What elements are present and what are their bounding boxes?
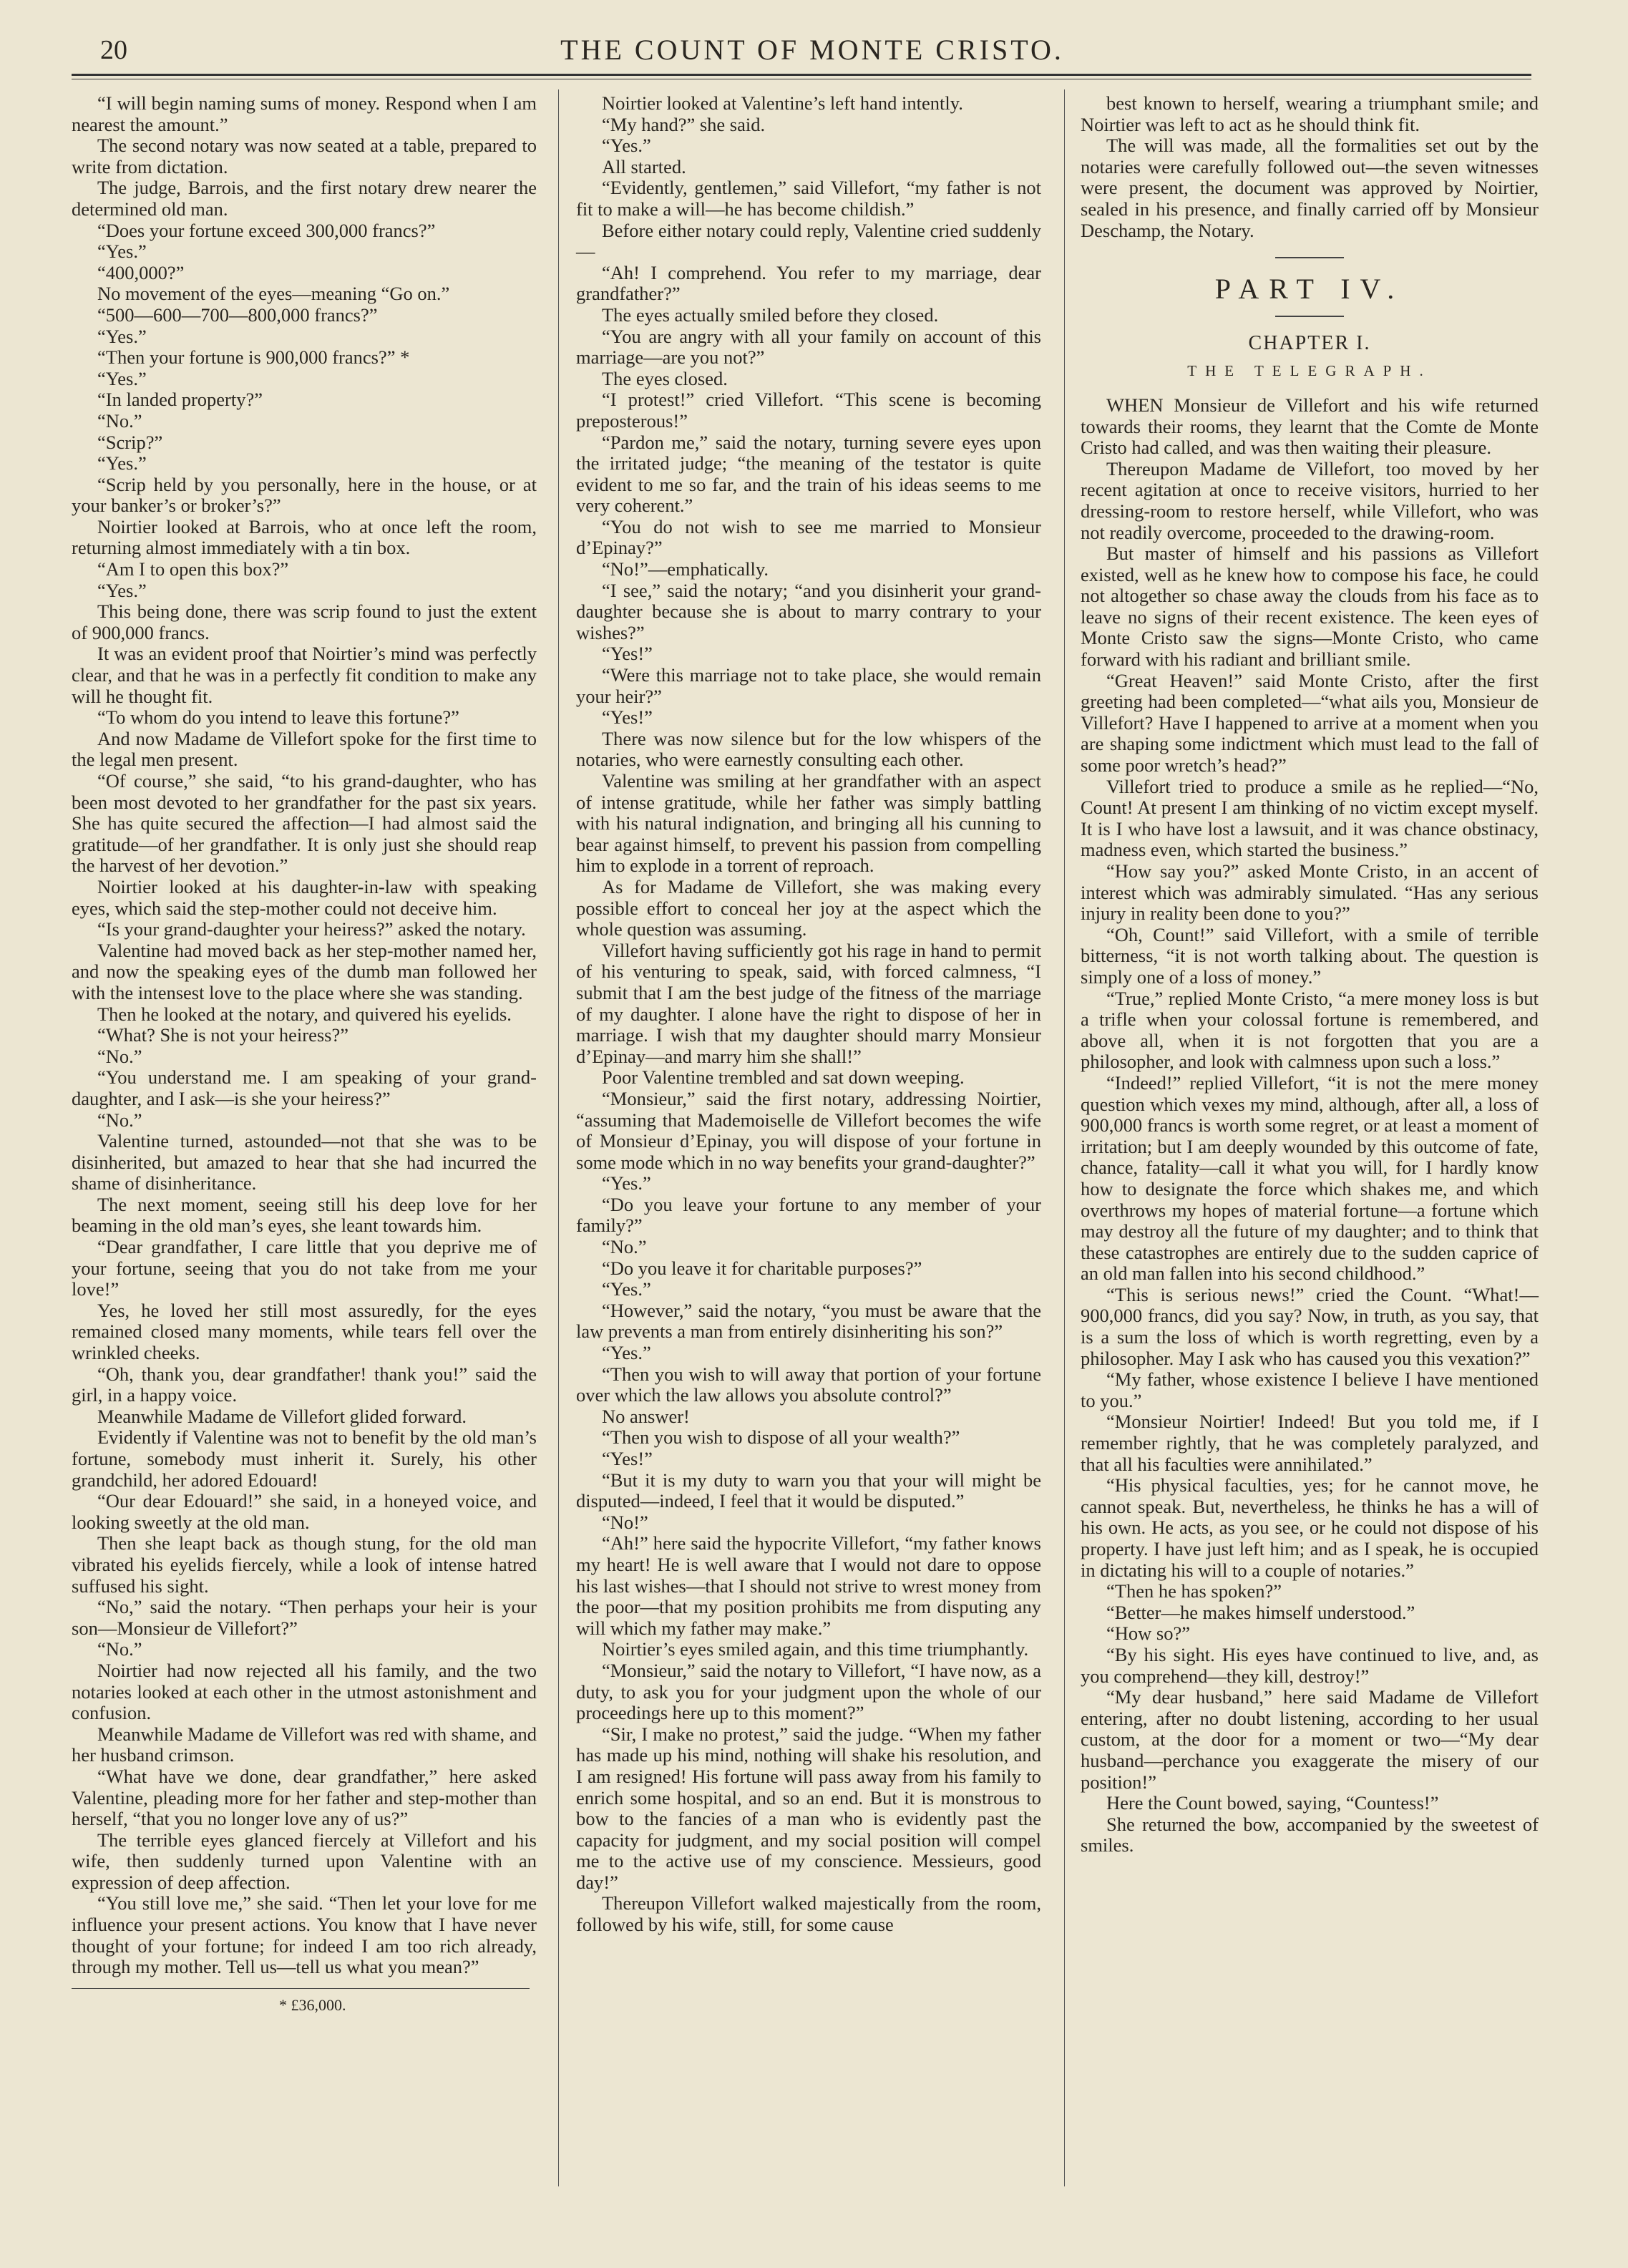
paragraph: “How so?” bbox=[1106, 1622, 1190, 1645]
text-column-2 bbox=[576, 93, 1041, 1936]
paragraph: “Our dear Edouard!” she said, in a honeyed voice, and looking sweetly at the old man. bbox=[72, 1490, 537, 1533]
paragraph: “No,” said the notary. “Then perhaps your heir is your son—Monsieur de Villefort?” bbox=[72, 1596, 537, 1639]
paragraph: Then he looked at the notary, and quivered his eyelids. bbox=[97, 1003, 512, 1025]
paragraph: “Does your fortune exceed 300,000 francs?” bbox=[97, 219, 436, 241]
paragraph: “How say you?” asked Monte Cristo, in an accent of interest which was admirably simulated. “Has any serious injury in reality been done to you?” bbox=[1081, 860, 1539, 925]
paragraph: All started. bbox=[602, 155, 686, 177]
paragraph: “Dear grandfather, I care little that you deprive me of your fortune, seeing that you do not take from me your love!” bbox=[72, 1236, 537, 1300]
paragraph: “Pardon me,” said the notary, turning severe eyes upon the irritated judge; “the meaning of the testator is quite evident to me so far, and the train of his ideas seems to me very coherent.” bbox=[576, 431, 1041, 517]
paragraph: “Were this marriage not to take place, she would remain your heir?” bbox=[576, 664, 1041, 707]
text-column-3 bbox=[1081, 93, 1539, 1856]
paragraph: “Better—he makes himself understood.” bbox=[1106, 1601, 1415, 1623]
paragraph: Valentine had moved back as her step-mother named her, and now the speaking eyes of the dumb man followed her with the intensest love to the place where she was standing. bbox=[72, 939, 537, 1003]
paragraph: “You understand me. I am speaking of your grand-daughter, and I ask—is she your heiress?” bbox=[72, 1066, 537, 1109]
paragraph: “However,” said the notary, “you must be aware that the law prevents a man from entirely disinheriting his son?” bbox=[576, 1299, 1041, 1343]
paragraph: “Yes.” bbox=[97, 579, 147, 601]
chapter-text bbox=[1081, 395, 1539, 1856]
paragraph: “Sir, I make no protest,” said the judge. “When my father has made up his mind, nothing will shake his resolution, and I am resigned! His fortune will pass away from his family to enrich some hospital, and so an end. But it is monstrous to bow to the fancies of a man who is evidently past the capacity for judgment, and my social position will compel me to the active use of my conscience. Messieurs, good day!” bbox=[576, 1723, 1041, 1893]
paragraph: Before either notary could reply, Valentine cried suddenly— bbox=[576, 219, 1041, 263]
paragraph: “Then you wish to will away that portion of your fortune over which the law allows you absolute control?” bbox=[576, 1363, 1041, 1406]
paragraph: The second notary was now seated at a table, prepared to write from dictation. bbox=[72, 135, 537, 177]
paragraph: Villefort having sufficiently got his rage in hand to permit of his venturing to speak, said, with forced calmness, “I submit that I am the best judge of the fitness of the marriage of my daughter. I alone have the right to dispose of her in marriage. I wish that my daughter should marry Monsieur d’Epinay—and marry him she shall!” bbox=[576, 939, 1041, 1067]
paragraph: “Monsieur,” said the first notary, addressing Noirtier, “assuming that Mademoiselle de Villefort becomes the wife of Monsieur d’Epinay, you will dispose of your fortune in some mode which in no way benefits your grand-daughter?” bbox=[576, 1087, 1041, 1173]
paragraph: “No.” bbox=[97, 1109, 142, 1131]
paragraph: The terrible eyes glanced fiercely at Villefort and his wife, then suddenly turned upon Valentine with an expression of deep affection. bbox=[72, 1829, 537, 1893]
paragraph: “No.” bbox=[97, 1638, 142, 1660]
paragraph: This being done, there was scrip found to just the extent of 900,000 francs. bbox=[72, 600, 537, 643]
paragraph: “Yes.” bbox=[602, 1172, 651, 1194]
paragraph: Thereupon Madame de Villefort, too moved by her recent agitation at once to receive visitors, hurried to her dressing-room to restore herself, while Villefort, who was not readily overcome, proceeded to the drawing-room. bbox=[1081, 457, 1539, 543]
paragraph: As for Madame de Villefort, she was making every possible effort to conceal her joy at the aspect which the whole question was assuming. bbox=[576, 875, 1041, 940]
paragraph: “No!” bbox=[602, 1511, 648, 1533]
paragraph: “400,000?” bbox=[97, 261, 185, 283]
paragraph: “Evidently, gentlemen,” said Villefort, “my father is not fit to make a will—he has become childish.” bbox=[576, 177, 1041, 220]
paragraph: “Of course,” she said, “to his grand-daughter, who has been most devoted to her grandfather for the past six years. She has quite secured the affection—I had almost said the gratitude—of her grandfather. It is only just she should reap the harvest of her devotion.” bbox=[72, 770, 537, 877]
paragraph: No movement of the eyes—meaning “Go on.” bbox=[97, 283, 450, 305]
paragraph: No answer! bbox=[602, 1405, 690, 1427]
paragraph: Valentine was smiling at her grandfather with an aspect of intense gratitude, while her father was simply battling with his natural indignation, and bringing all his cunning to bear against himself, to prevent his passion from compelling him to explode in a torrent of reproach. bbox=[576, 770, 1041, 877]
paragraph: Noirtier’s eyes smiled again, and this time triumphantly. bbox=[602, 1638, 1029, 1660]
paragraph: Valentine turned, astounded—not that she was to be disinherited, but amazed to hear that she had incurred the shame of disinheritance. bbox=[72, 1130, 537, 1194]
paragraph: “Yes!” bbox=[602, 643, 653, 665]
paragraph: “You still love me,” she said. “Then let your love for me influence your present actions. You know that I have never thought of your fortune; for indeed I am too rich already, through my mother. Tell us—tell us what you mean?” bbox=[72, 1892, 537, 1978]
paragraph: “No.” bbox=[97, 1045, 142, 1067]
paragraph: “Yes.” bbox=[97, 240, 147, 263]
paragraph: “This is serious news!” cried the Count. “What!—900,000 francs, did you say? Now, in truth, as you say, that is a sum the loss of which is worth regretting, even by a philosopher. May I ask who has caused you this vexation?” bbox=[1081, 1283, 1539, 1369]
paragraph: “Then you wish to dispose of all your wealth?” bbox=[602, 1426, 960, 1449]
paragraph: “Yes.” bbox=[97, 452, 147, 474]
paragraph: “Yes.” bbox=[602, 1342, 651, 1364]
paragraph: “Yes.” bbox=[602, 135, 651, 157]
paragraph: It was an evident proof that Noirtier’s mind was perfectly clear, and that he was in a perfectly fit condition to make any will he thought fit. bbox=[72, 643, 537, 707]
paragraph: “By his sight. His eyes have continued to live, and, as you comprehend—they kill, destroy!” bbox=[1081, 1643, 1539, 1687]
paragraph: “My hand?” she said. bbox=[602, 113, 766, 135]
paragraph: Villefort tried to produce a smile as he replied—“No, Count! At present I am thinking of no victim except myself. It is I who have lost a lawsuit, and it was chance obstinacy, madness even, which started the business.” bbox=[1081, 775, 1539, 861]
paragraph: “Do you leave it for charitable purposes?” bbox=[602, 1257, 922, 1279]
paragraph: And now Madame de Villefort spoke for the first time to the legal men present. bbox=[72, 727, 537, 771]
chapter-title: THE TELEGRAPH. bbox=[1187, 362, 1432, 380]
paragraph: “To whom do you intend to leave this fortune?” bbox=[97, 706, 459, 729]
paragraph: There was now silence but for the low whispers of the notaries, who were earnestly consulting each other. bbox=[576, 727, 1041, 771]
paragraph: “No!”—emphatically. bbox=[602, 558, 769, 580]
paragraph: “Yes.” bbox=[97, 325, 147, 347]
paragraph: “I protest!” cried Villefort. “This scene is becoming preposterous!” bbox=[576, 389, 1041, 432]
column-divider bbox=[1064, 89, 1065, 2186]
paragraph: Noirtier had now rejected all his family, and the two notaries looked at each other in the utmost astonishment and confusion. bbox=[72, 1659, 537, 1724]
paragraph: Poor Valentine trembled and sat down weeping. bbox=[602, 1066, 965, 1089]
paragraph: “Yes!” bbox=[602, 706, 653, 729]
column-divider bbox=[558, 89, 559, 2186]
paragraph: “Oh, thank you, dear grandfather! thank you!” said the girl, in a happy voice. bbox=[72, 1363, 537, 1406]
paragraph: She returned the bow, accompanied by the sweetest of smiles. bbox=[1081, 1813, 1539, 1856]
paragraph: “True,” replied Monte Cristo, “a mere money loss is but a trifle when your colossal fortune is remembered, and above all, when it is not forgotten that you are a philosopher, and look with calmness upon such a loss.” bbox=[1081, 987, 1539, 1073]
paragraph: Meanwhile Madame de Villefort was red with shame, and her husband crimson. bbox=[72, 1723, 537, 1766]
page-header bbox=[93, 29, 1531, 72]
paragraph: “Indeed!” replied Villefort, “it is not the mere money question which vexes my mind, although, after all, a loss of 900,000 francs is worth some regret, or at least a moment of irritation; but I am deeply wounded by this outcome of fate, chance, fatality—call it what you will, for I hardly know how to designate the force which shakes me, and which overthrows my hopes of material fortune—a fortune which may destroy all the future of my daughter; and to think that these catastrophes are entirely due to the sudden caprice of an old man fallen into his second childhood.” bbox=[1081, 1071, 1539, 1285]
paragraph: “Great Heaven!” said Monte Cristo, after the first greeting had been completed—“what ails you, Monsieur de Villefort? Have I happened to arrive at a moment when you are shaping some indictment which must lead to the fall of some poor wretch’s head?” bbox=[1081, 669, 1539, 777]
paragraph: WHEN Monsieur de Villefort and his wife returned towards their rooms, they learnt that the Comte de Monte Cristo had called, and was then waiting their pleasure. bbox=[1081, 394, 1539, 459]
paragraph: Yes, he loved her still most assuredly, for the eyes remained closed many moments, while tears fell over the wrinkled cheeks. bbox=[72, 1299, 537, 1364]
paragraph: “No.” bbox=[97, 409, 142, 432]
paragraph: “His physical faculties, yes; for he cannot move, he cannot speak. But, nevertheless, he thinks he has a will of his own. He acts, as you see, or he could not dispose of his property. I have just left him; and as I speak, he is occupied in dictating his will to a couple of notaries.” bbox=[1081, 1474, 1539, 1581]
paragraph: “Scrip held by you personally, here in the house, or at your banker’s or broker’s?” bbox=[72, 473, 537, 517]
text-column-1 bbox=[72, 93, 537, 2015]
paragraph: Evidently if Valentine was not to benefit by the old man’s fortune, somebody must inherit it. Surely, his other grandchild, her adored Edouard! bbox=[72, 1426, 537, 1491]
paragraph: “But it is my duty to warn you that your will might be disputed—indeed, I feel that it would be disputed.” bbox=[576, 1469, 1041, 1512]
paragraph: “Do you leave your fortune to any member of your family?” bbox=[576, 1193, 1041, 1237]
paragraph: “Ah!” here said the hypocrite Villefort, “my father knows my heart! He is well aware that I would not dare to oppose his last wishes—that I should not strive to wrest money from the poor—that my position prohibits me from disputing any will which my father may make.” bbox=[576, 1532, 1041, 1639]
paragraph: Noirtier looked at Barrois, who at once left the room, returning almost immediately with a tin box. bbox=[72, 515, 537, 559]
paragraph: “Is your grand-daughter your heiress?” asked the notary. bbox=[97, 918, 526, 940]
paragraph: “Yes.” bbox=[97, 367, 147, 389]
paragraph: The judge, Barrois, and the first notary drew nearer the determined old man. bbox=[72, 177, 537, 220]
paragraph: “You are angry with all your family on account of this marriage—are you not?” bbox=[576, 325, 1041, 369]
footnote: * £36,000. bbox=[279, 1995, 346, 2014]
paragraph: “In landed property?” bbox=[97, 389, 263, 411]
paragraph: “Monsieur,” said the notary to Villefort, “I have now, as a duty, to ask you for your judgment upon the whole of our proceedings here up to this moment?” bbox=[576, 1659, 1041, 1724]
paragraph: Then she leapt back as though stung, for the old man vibrated his eyelids fiercely, while a look of intense hatred suffused his sight. bbox=[72, 1532, 537, 1597]
column-3-continuation bbox=[1081, 93, 1539, 241]
paragraph: “What have we done, dear grandfather,” here asked Valentine, pleading more for her father and step-mother than herself, “that you no longer love any of us?” bbox=[72, 1765, 537, 1830]
paragraph: “Yes!” bbox=[602, 1448, 653, 1469]
paragraph: “Then he has spoken?” bbox=[1106, 1580, 1282, 1602]
paragraph: “My father, whose existence I believe I have mentioned to you.” bbox=[1081, 1368, 1539, 1411]
paragraph: “Scrip?” bbox=[97, 431, 163, 453]
paragraph: Meanwhile Madame de Villefort glided forward. bbox=[97, 1405, 467, 1427]
footnote-rule bbox=[72, 1988, 530, 1989]
header-rule bbox=[72, 74, 1531, 76]
chapter-heading: CHAPTER I. bbox=[1248, 331, 1371, 354]
paragraph: “500—600—700—800,000 francs?” bbox=[97, 303, 378, 326]
paragraph: “Ah! I comprehend. You refer to my marriage, dear grandfather?” bbox=[576, 261, 1041, 305]
paragraph: “You do not wish to see me married to Monsieur d’Epinay?” bbox=[576, 515, 1041, 559]
paragraph: “Oh, Count!” said Villefort, with a smile of terrible bitterness, “it is not worth talking about. The question is simply one of a loss of money.” bbox=[1081, 923, 1539, 988]
paragraph: best known to herself, wearing a triumphant smile; and Noirtier was left to act as he should think fit. bbox=[1081, 92, 1539, 135]
paragraph: “What? She is not your heiress?” bbox=[97, 1024, 349, 1046]
paragraph: The eyes actually smiled before they closed. bbox=[602, 303, 939, 326]
paragraph: Noirtier looked at his daughter-in-law with speaking eyes, which said the step-mother could not deceive him. bbox=[72, 875, 537, 919]
paragraph: “Am I to open this box?” bbox=[97, 558, 289, 580]
page-number: 20 bbox=[100, 35, 127, 65]
running-title: THE COUNT OF MONTE CRISTO. bbox=[560, 34, 1064, 66]
section-rule bbox=[1275, 316, 1344, 317]
section-rule bbox=[1275, 257, 1344, 258]
paragraph: But master of himself and his passions as Villefort existed, well as he knew how to compose his face, he could not altogether so chase away the clouds from his face as to leave no signs of their recent existence. The keen eyes of Monte Cristo saw the signs—Monte Cristo, who came forward with his radiant and brilliant smile. bbox=[1081, 542, 1539, 671]
paragraph: “No.” bbox=[602, 1236, 647, 1258]
paragraph: The eyes closed. bbox=[602, 367, 728, 389]
paragraph: Thereupon Villefort walked majestically from the room, followed by his wife, still, for some cause bbox=[576, 1892, 1041, 1936]
paragraph: Here the Count bowed, saying, “Countess!” bbox=[1106, 1792, 1439, 1814]
paragraph: “Monsieur Noirtier! Indeed! But you told me, if I remember rightly, that he was completely paralyzed, and that all his faculties were annihilated.” bbox=[1081, 1411, 1539, 1475]
paragraph: “Yes.” bbox=[602, 1278, 651, 1300]
paragraph: “My dear husband,” here said Madame de Villefort entering, after no doubt listening, according to her usual custom, at the door for a moment or two—“My dear husband—perchance you exaggerate the misery of our position!” bbox=[1081, 1686, 1539, 1793]
paragraph: “I see,” said the notary; “and you disinherit your grand-daughter because she is about to marry contrary to your wishes?” bbox=[576, 579, 1041, 643]
paragraph: “I will begin naming sums of money. Respond when I am nearest the amount.” bbox=[72, 92, 537, 135]
paragraph: The will was made, all the formalities set out by the notaries were carefully followed out—the seven witnesses were present, the document was approved by Noirtier, sealed in his presence, and finally carried off by Monsieur Deschamp, the Notary. bbox=[1081, 135, 1539, 241]
part-heading: PART IV. bbox=[1214, 273, 1405, 306]
paragraph: “Then your fortune is 900,000 francs?” * bbox=[97, 346, 410, 369]
paragraph: The next moment, seeing still his deep love for her beaming in the old man’s eyes, she leant towards him. bbox=[72, 1193, 537, 1237]
paragraph: Noirtier looked at Valentine’s left hand intently. bbox=[602, 92, 963, 114]
